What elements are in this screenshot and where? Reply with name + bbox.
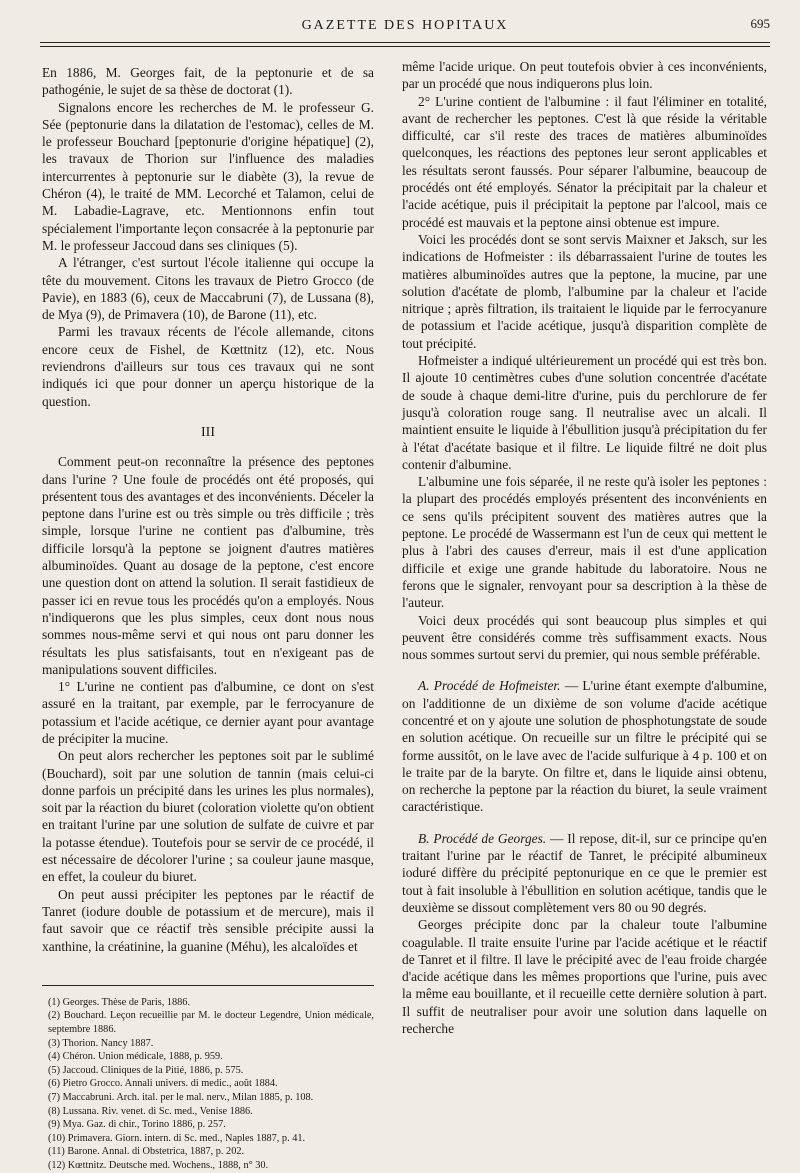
footnote: (12) Kœttnitz. Deutsche med. Wochens., 1888, n° 30. (48, 1159, 269, 1171)
method-b-label: B. Procédé de Georges. (418, 830, 547, 846)
method-a-label: A. Procédé de Hofmeister. (418, 678, 561, 694)
paragraph: L'albumine une fois séparée, il ne reste qu'à isoler les peptones : la plupart des procédés employés présentent des inconvénients en ce sens qu'ils précipitent souvent des matières autres que la peptone. Le procédé de Wassermann est l'un de ceux qui mettent le plus à l'abri des causes d'erreur, mais il est d'une application difficile et exige une grande habitude du laboratoire. Nous ne ferons que le signaler, renvoyant pour sa description à la thèse de l'auteur. (402, 474, 767, 611)
paragraph: On peut alors rechercher les peptones soit par le sublimé (Bouchard), soit par une solution de tannin (mais celui-ci donne parfois un précipité dans les urines les plus normales), soit par la réaction du biuret (coloration violette qu'on obtient en traitant l'urine par une solution de sulfate de cuivre et par la potasse étendue). Toutefois pour se servir de ce procédé, il est nécessaire de décolorer l'urine ; sa couleur jaune masque, en effet, la couleur du biuret. (42, 748, 374, 885)
paragraph: même l'acide urique. On peut toutefois obvier à ces inconvénients, par un procédé que nous indiquerons plus loin. (402, 59, 767, 92)
header-rule-thin (40, 46, 770, 47)
paragraph: Parmi les travaux récents de l'école allemande, citons encore ceux de Fishel, de Kœttnitz (12), etc. Nous reviendrons d'ailleurs sur tous ces travaux qui ne sont indiqués ici que pour donner un aperçu historique de la question. (42, 324, 374, 409)
method-a-text: — L'urine étant exempte d'albumine, on l'additionne de un dixième de son volume d'acide acétique concentré et on y ajoute une solution de phosphotungstate de soude en solution acétique. On recueille sur un filtre le précipité qui se forme aussitôt, on le lave avec de l'acide sulfurique à 4 p. 100 et on le traite par de la baryte. On filtre et, dans le liquide ainsi obtenu, on recherche la peptone par la réaction du biuret, la seule vraiment caractéristique. (402, 678, 767, 815)
right-column (402, 58, 767, 1037)
paragraph: Hofmeister a indiqué ultérieurement un procédé qui est très bon. Il ajoute 10 centimètres cubes d'une solution concentrée d'acétate de soude à chaque demi-litre d'urine, puis du perchlorure de fer jusqu'à coloration rouge sang. Il neutralise avec un alcali. Il maintient ensuite le liquide à l'ébullition jusqu'à précipitation du fer à l'état d'acétate basique et il filtre. Le liquide filtré ne doit plus contenir d'albumine. (402, 353, 767, 472)
method-b-text: — Il repose, dit-il, sur ce principe qu'en traitant l'urine par le réactif de Tanret, le précipité albumineux ioduré diffère du précipité peptonurique en ce que le premier est tout à fait insoluble à l'ébullition en solution acétique, tandis que le deuxième se dissout complètement vers 80 ou 90 degrés. (402, 830, 767, 915)
paragraph: Voici les procédés dont se sont servis Maixner et Jaksch, sur les indications de Hofmeister : ils débarrassaient l'urine de toutes les matières albuminoïdes autres que la peptone, la mucine, par une solution d'acétate de plomb, l'albumine par la chaleur et l'acide nitrique ; après filtration, ils traitaient le liquide par le ferrocyanure de potassium et l'acide acétique, jusqu'à disparition complète de tout précipité. (402, 231, 767, 351)
paragraph: 2° L'urine contient de l'albumine : il faut l'éliminer en totalité, avant de rechercher les peptones. C'est là que réside la véritable difficulté, car s'il reste des traces de matières albuminoïdes quelconques, les réactions des peptones leur seront applicables et les résultats seront faussés. Pour séparer l'albumine, beaucoup de procédés ont été employés. Sénator la précipitait par la chaleur et l'acide acétique, puis il précipitait la peptone par l'alcool, mais ce procédé est mauvais et la peptone ainsi obtenue est impure. (402, 93, 767, 230)
method-b-paragraph (402, 830, 767, 916)
paragraph: Signalons encore les recherches de M. le professeur G. Sée (peptonurie dans la dilatation de l'estomac), celles de M. le professeur Bouchard [peptonurie d'origine hépatique] (2), les travaux de Thorion sur l'influence des maladies intercurrentes à peptonurie sur le diabète (3), la revue de Chéron (4), le traité de MM. Lecorché et Talamon, celui de M. Labadie-Lagrave, etc. Mentionnons enfin tout spécialement l'importante leçon consacrée à la peptonurie par M. le professeur Jaccoud dans ses cliniques (5). (42, 99, 374, 253)
footnote: (11) Barone. Annal. di Obstetrica, 1887, p. 202. (48, 1146, 245, 1158)
paragraph: Georges précipite donc par la chaleur toute l'albumine coagulable. Il traite ensuite l'urine par l'acide acétique et le réactif de Tanret et il filtre. Il lave le précipité avec de l'eau froide chargée d'acide acétique dans les mêmes proportions que l'urine, puis avec la même eau bouillante, et il recueille cette dernière solution à part. Il suffit de neutraliser pour avoir une solution dans laquelle on recherche (402, 917, 767, 1037)
paragraph: En 1886, M. Georges fait, de la peptonurie et de sa pathogénie, le sujet de sa thèse de doctorat (1). (42, 65, 374, 98)
page-number: 695 (750, 16, 770, 31)
footnote: (2) Bouchard. Leçon recueillie par M. le docteur Legendre, Union médicale, septembre 1886. (48, 1010, 374, 1036)
footnote: (3) Thorion. Nancy 1887. (48, 1037, 154, 1049)
paragraph: Comment peut-on reconnaître la présence des peptones dans l'urine ? Une foule de procédés ont été proposés, qui présentent tous des avantages et des inconvénients. Déceler la peptone dans l'urine est ou très simple ou très difficile ; très simple, lorsque l'urine ne contient pas d'albumine, très difficile lorsqu'à la peptone se joignent d'autres matières albuminoïdes. Quant au dosage de la peptone, c'est encore une question dont on attend la solution. Il serait fastidieux de passer ici en revue tous les procédés qu'on a employés. Nous n'indiquerons que les plus simples, ceux dont nous nous sommes nous-même servi et qui nous ont paru donner les résultats les plus satisfaisants, tout en n'exigeant pas de manipulations souvent difficiles. (42, 454, 374, 677)
footnote: (1) Georges. Thèse de Paris, 1886. (48, 996, 191, 1008)
footnotes (42, 985, 374, 1173)
method-a-paragraph (402, 677, 767, 815)
footnote: (7) Maccabruni. Arch. ital. per le mal. nerv., Milan 1885, p. 108. (48, 1092, 314, 1103)
footnote: (9) Mya. Gaz. di chir., Torino 1886, p. 257. (48, 1119, 226, 1131)
footnote: (8) Lussana. Riv. venet. di Sc. med., Venise 1886. (48, 1105, 253, 1117)
running-head: GAZETTE DES HOPITAUX (301, 18, 509, 33)
left-column (42, 64, 374, 1173)
header-rule (40, 42, 770, 43)
paragraph: On peut aussi précipiter les peptones par le réactif de Tanret (iodure double de potassium et de mercure), mais il faut savoir que ce réactif très sensible précipite aussi la xanthine, la créatinine, la guanine (Méhu), les alcaloïdes et (42, 886, 374, 954)
section-heading: III (201, 424, 215, 440)
paragraph: Voici deux procédés qui sont beaucoup plus simples et qui peuvent être considérés comme très suffisamment exacts. Nous nous sommes surtout servi du premier, qui nous semble préférable. (402, 612, 767, 663)
paragraph: A l'étranger, c'est surtout l'école italienne qui occupe la tête du mouvement. Citons les travaux de Pietro Grocco (de Pavie), en 1883 (6), ceux de Maccabruni (7), de Lussana (8), de Mya (9), de Primavera (10), de Barone (11), etc. (42, 255, 374, 323)
footnote: (5) Jaccoud. Cliniques de la Pitié, 1886, p. 575. (48, 1064, 244, 1076)
paragraph: 1° L'urine ne contient pas d'albumine, ce dont on s'est assuré en la traitant, par exemple, par le ferrocyanure de potassium et l'acide acétique, ce dernier ayant pour avantage de précipiter la mucine. (42, 679, 374, 746)
page-header (40, 16, 770, 40)
footnote: (4) Chéron. Union médicale, 1888, p. 959. (48, 1051, 223, 1063)
footnote: (10) Primavera. Giorn. intern. di Sc. med., Naples 1887, p. 41. (48, 1132, 306, 1144)
footnote: (6) Pietro Grocco. Annali univers. di medic., août 1884. (48, 1078, 278, 1090)
